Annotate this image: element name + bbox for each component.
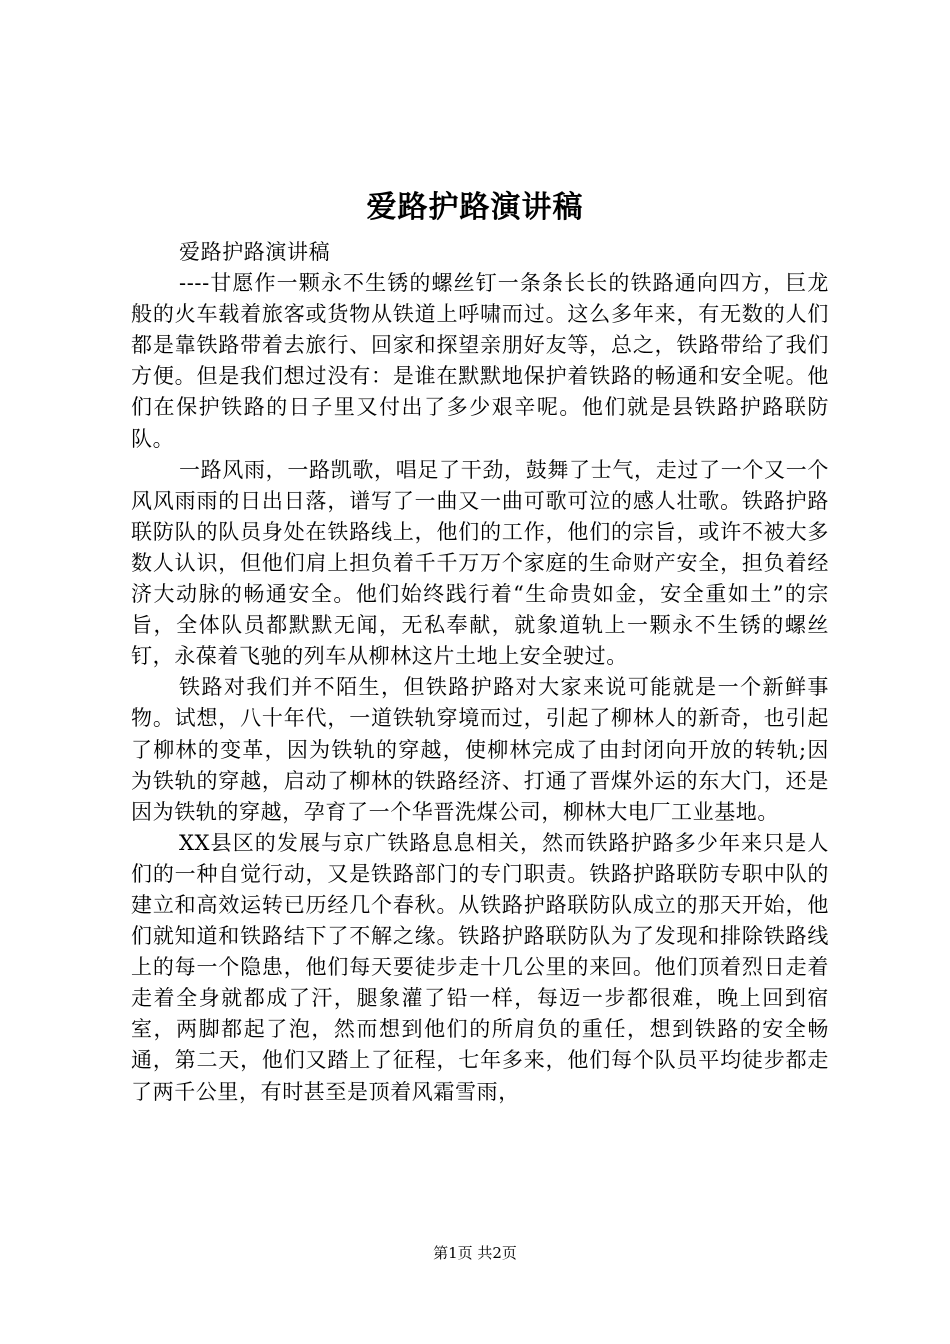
paragraph-patrol-work: XX县区的发展与京广铁路息息相关，然而铁路护路多少年来只是人们的一种自觉行动，又是铁路部门的专门职责。铁路护路联防专职中队的建立和高效运转已历经几个春秋。从铁路护路联防队成立的那天开始，他们就知道和铁路结下了不解之缘。铁路护路联防队为了发现和排除铁路线上的每一个隐患，他们每天要徒步走十几公里的来回。他们顶着烈日走着走着全身就都成了汗，腿象灌了铅一样，每迈一步都很难，晚上回到宿室，两脚都起了泡，然而想到他们的所肩负的重任，想到铁路的安全畅通，第二天，他们又踏上了征程，七年多来，他们每个队员平均徒步都走了两千公里，有时甚至是顶着风霜雪雨， [131,830,829,1104]
paragraph-railway-history: 铁路对我们并不陌生，但铁路护路对大家来说可能就是一个新鲜事物。试想，八十年代，一道铁轨穿境而过，引起了柳林人的新奇，也引起了柳林的变革，因为铁轨的穿越，使柳林完成了由封闭向开放的转轨;因为铁轨的穿越，启动了柳林的铁路经济、打通了晋煤外运的东大门，还是因为铁轨的穿越，孕育了一个华晋洗煤公司，柳林大电厂工业基地。 [131,675,829,824]
paragraph-subtitle: 爱路护路演讲稿 [179,240,331,264]
document-body [131,237,829,1108]
paragraph-intro: ----甘愿作一颗永不生锈的螺丝钉一条条长长的铁路通向四方，巨龙般的火车载着旅客或货物从铁道上呼啸而过。这么多年来，有无数的人们都是靠铁路带着去旅行、回家和探望亲朋好友等，总之，铁路带给了我们方便。但是我们想过没有：是谁在默默地保护着铁路的畅通和安全呢。他们在保护铁路的日子里又付出了多少艰辛呢。他们就是县铁路护路联防队。 [131,271,829,451]
paragraph-team-duty: 一路风雨，一路凯歌，唱足了干劲，鼓舞了士气，走过了一个又一个风风雨雨的日出日落，谱写了一曲又一曲可歌可泣的感人壮歌。铁路护路联防队的队员身处在铁路线上，他们的工作，他们的宗旨，或许不被大多数人认识，但他们肩上担负着千千万万个家庭的生命财产安全，担负着经济大动脉的畅通安全。他们始终践行着“生命贵如金，安全重如土”的宗旨，全体队员都默默无闻，无私奉献，就象道轨上一颗永不生锈的螺丝钉，永葆着飞驰的列车从柳林这片土地上安全驶过。 [131,457,829,669]
document-title: 爱路护路演讲稿 [366,190,584,225]
page-footer: 第1页 共2页 [433,1244,517,1262]
